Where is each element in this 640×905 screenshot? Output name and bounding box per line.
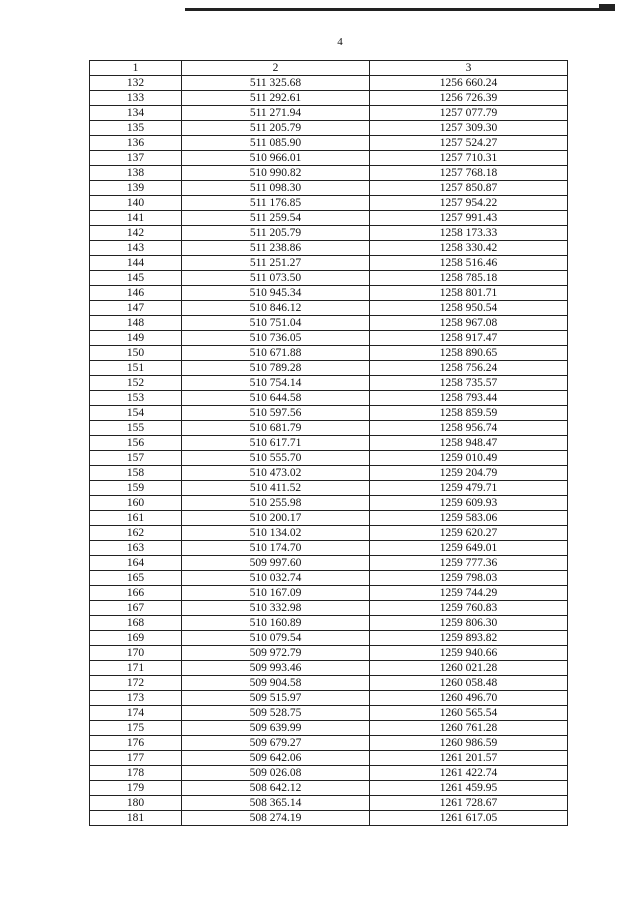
cell-x-coordinate: 510 332.98 bbox=[182, 601, 370, 616]
table-row bbox=[90, 226, 568, 241]
cell-point-number: 146 bbox=[90, 286, 182, 301]
table-row bbox=[90, 466, 568, 481]
table-row bbox=[90, 406, 568, 421]
cell-x-coordinate: 509 639.99 bbox=[182, 721, 370, 736]
cell-y-coordinate: 1260 761.28 bbox=[370, 721, 568, 736]
cell-point-number: 157 bbox=[90, 451, 182, 466]
table-row bbox=[90, 166, 568, 181]
cell-y-coordinate: 1257 710.31 bbox=[370, 151, 568, 166]
cell-y-coordinate: 1259 010.49 bbox=[370, 451, 568, 466]
cell-x-coordinate: 510 846.12 bbox=[182, 301, 370, 316]
table-row bbox=[90, 721, 568, 736]
cell-point-number: 180 bbox=[90, 796, 182, 811]
table-row bbox=[90, 451, 568, 466]
cell-y-coordinate: 1258 948.47 bbox=[370, 436, 568, 451]
table-header-row bbox=[90, 61, 568, 76]
cell-y-coordinate: 1256 660.24 bbox=[370, 76, 568, 91]
cell-y-coordinate: 1259 893.82 bbox=[370, 631, 568, 646]
cell-y-coordinate: 1258 967.08 bbox=[370, 316, 568, 331]
cell-x-coordinate: 511 259.54 bbox=[182, 211, 370, 226]
cell-y-coordinate: 1260 496.70 bbox=[370, 691, 568, 706]
table-row bbox=[90, 571, 568, 586]
cell-x-coordinate: 510 644.58 bbox=[182, 391, 370, 406]
table-row bbox=[90, 271, 568, 286]
cell-point-number: 152 bbox=[90, 376, 182, 391]
cell-x-coordinate: 508 365.14 bbox=[182, 796, 370, 811]
table-row bbox=[90, 526, 568, 541]
cell-point-number: 145 bbox=[90, 271, 182, 286]
table-row bbox=[90, 556, 568, 571]
cell-y-coordinate: 1259 806.30 bbox=[370, 616, 568, 631]
cell-x-coordinate: 511 325.68 bbox=[182, 76, 370, 91]
cell-y-coordinate: 1259 744.29 bbox=[370, 586, 568, 601]
table-row bbox=[90, 106, 568, 121]
cell-x-coordinate: 509 972.79 bbox=[182, 646, 370, 661]
cell-point-number: 158 bbox=[90, 466, 182, 481]
cell-x-coordinate: 509 993.46 bbox=[182, 661, 370, 676]
cell-x-coordinate: 510 134.02 bbox=[182, 526, 370, 541]
cell-y-coordinate: 1258 756.24 bbox=[370, 361, 568, 376]
cell-y-coordinate: 1261 728.67 bbox=[370, 796, 568, 811]
cell-x-coordinate: 511 073.50 bbox=[182, 271, 370, 286]
table-row bbox=[90, 331, 568, 346]
table-row bbox=[90, 511, 568, 526]
cell-point-number: 163 bbox=[90, 541, 182, 556]
cell-x-coordinate: 510 990.82 bbox=[182, 166, 370, 181]
table-row bbox=[90, 661, 568, 676]
cell-x-coordinate: 511 238.86 bbox=[182, 241, 370, 256]
cell-point-number: 135 bbox=[90, 121, 182, 136]
table-row bbox=[90, 76, 568, 91]
cell-point-number: 161 bbox=[90, 511, 182, 526]
table-row bbox=[90, 646, 568, 661]
cell-y-coordinate: 1257 309.30 bbox=[370, 121, 568, 136]
table-row bbox=[90, 601, 568, 616]
cell-point-number: 149 bbox=[90, 331, 182, 346]
cell-point-number: 176 bbox=[90, 736, 182, 751]
table-row bbox=[90, 676, 568, 691]
cell-point-number: 174 bbox=[90, 706, 182, 721]
cell-point-number: 166 bbox=[90, 586, 182, 601]
table-row bbox=[90, 136, 568, 151]
cell-x-coordinate: 510 555.70 bbox=[182, 451, 370, 466]
cell-y-coordinate: 1259 940.66 bbox=[370, 646, 568, 661]
cell-x-coordinate: 510 751.04 bbox=[182, 316, 370, 331]
cell-point-number: 132 bbox=[90, 76, 182, 91]
cell-x-coordinate: 511 205.79 bbox=[182, 226, 370, 241]
cell-x-coordinate: 510 411.52 bbox=[182, 481, 370, 496]
cell-point-number: 159 bbox=[90, 481, 182, 496]
cell-x-coordinate: 510 167.09 bbox=[182, 586, 370, 601]
cell-y-coordinate: 1258 950.54 bbox=[370, 301, 568, 316]
table-row bbox=[90, 781, 568, 796]
cell-y-coordinate: 1260 986.59 bbox=[370, 736, 568, 751]
column-header-point-number: 1 bbox=[90, 61, 182, 76]
cell-x-coordinate: 510 966.01 bbox=[182, 151, 370, 166]
cell-point-number: 150 bbox=[90, 346, 182, 361]
table-row bbox=[90, 121, 568, 136]
cell-x-coordinate: 509 642.06 bbox=[182, 751, 370, 766]
cell-point-number: 155 bbox=[90, 421, 182, 436]
cell-y-coordinate: 1259 649.01 bbox=[370, 541, 568, 556]
cell-y-coordinate: 1260 058.48 bbox=[370, 676, 568, 691]
table-row bbox=[90, 616, 568, 631]
cell-x-coordinate: 511 205.79 bbox=[182, 121, 370, 136]
table-body bbox=[90, 76, 568, 826]
cell-x-coordinate: 511 251.27 bbox=[182, 256, 370, 271]
header-rule bbox=[185, 8, 615, 11]
cell-point-number: 142 bbox=[90, 226, 182, 241]
cell-y-coordinate: 1258 330.42 bbox=[370, 241, 568, 256]
table-row bbox=[90, 706, 568, 721]
cell-point-number: 148 bbox=[90, 316, 182, 331]
table-row bbox=[90, 376, 568, 391]
cell-point-number: 177 bbox=[90, 751, 182, 766]
table-row bbox=[90, 91, 568, 106]
coordinates-table bbox=[89, 60, 568, 826]
table-row bbox=[90, 736, 568, 751]
table-row bbox=[90, 421, 568, 436]
cell-point-number: 162 bbox=[90, 526, 182, 541]
cell-point-number: 164 bbox=[90, 556, 182, 571]
cell-point-number: 175 bbox=[90, 721, 182, 736]
cell-point-number: 137 bbox=[90, 151, 182, 166]
cell-point-number: 179 bbox=[90, 781, 182, 796]
cell-y-coordinate: 1256 726.39 bbox=[370, 91, 568, 106]
cell-y-coordinate: 1261 459.95 bbox=[370, 781, 568, 796]
table-row bbox=[90, 256, 568, 271]
table-row bbox=[90, 481, 568, 496]
cell-x-coordinate: 511 085.90 bbox=[182, 136, 370, 151]
table-row bbox=[90, 361, 568, 376]
cell-y-coordinate: 1261 422.74 bbox=[370, 766, 568, 781]
cell-x-coordinate: 510 681.79 bbox=[182, 421, 370, 436]
cell-point-number: 171 bbox=[90, 661, 182, 676]
cell-x-coordinate: 509 026.08 bbox=[182, 766, 370, 781]
table-row bbox=[90, 181, 568, 196]
table-row bbox=[90, 541, 568, 556]
cell-x-coordinate: 510 736.05 bbox=[182, 331, 370, 346]
table-row bbox=[90, 286, 568, 301]
cell-y-coordinate: 1258 956.74 bbox=[370, 421, 568, 436]
cell-y-coordinate: 1258 516.46 bbox=[370, 256, 568, 271]
table-row bbox=[90, 631, 568, 646]
cell-point-number: 134 bbox=[90, 106, 182, 121]
cell-y-coordinate: 1257 077.79 bbox=[370, 106, 568, 121]
cell-point-number: 173 bbox=[90, 691, 182, 706]
cell-point-number: 144 bbox=[90, 256, 182, 271]
cell-y-coordinate: 1257 991.43 bbox=[370, 211, 568, 226]
cell-point-number: 178 bbox=[90, 766, 182, 781]
table-row bbox=[90, 796, 568, 811]
cell-point-number: 136 bbox=[90, 136, 182, 151]
cell-x-coordinate: 511 292.61 bbox=[182, 91, 370, 106]
table-row bbox=[90, 196, 568, 211]
cell-point-number: 168 bbox=[90, 616, 182, 631]
cell-x-coordinate: 510 754.14 bbox=[182, 376, 370, 391]
column-header-y-coordinate: 3 bbox=[370, 61, 568, 76]
cell-x-coordinate: 509 528.75 bbox=[182, 706, 370, 721]
cell-point-number: 153 bbox=[90, 391, 182, 406]
cell-y-coordinate: 1259 609.93 bbox=[370, 496, 568, 511]
table-row bbox=[90, 346, 568, 361]
cell-point-number: 160 bbox=[90, 496, 182, 511]
cell-y-coordinate: 1259 583.06 bbox=[370, 511, 568, 526]
column-header-x-coordinate: 2 bbox=[182, 61, 370, 76]
coordinates-table-container bbox=[89, 60, 567, 826]
cell-y-coordinate: 1259 777.36 bbox=[370, 556, 568, 571]
cell-point-number: 154 bbox=[90, 406, 182, 421]
cell-y-coordinate: 1261 617.05 bbox=[370, 811, 568, 826]
table-row bbox=[90, 391, 568, 406]
cell-x-coordinate: 509 679.27 bbox=[182, 736, 370, 751]
cell-y-coordinate: 1260 021.28 bbox=[370, 661, 568, 676]
cell-point-number: 169 bbox=[90, 631, 182, 646]
table-row bbox=[90, 496, 568, 511]
table-row bbox=[90, 766, 568, 781]
cell-x-coordinate: 509 515.97 bbox=[182, 691, 370, 706]
cell-point-number: 151 bbox=[90, 361, 182, 376]
cell-y-coordinate: 1260 565.54 bbox=[370, 706, 568, 721]
cell-y-coordinate: 1257 850.87 bbox=[370, 181, 568, 196]
table-row bbox=[90, 241, 568, 256]
cell-x-coordinate: 510 617.71 bbox=[182, 436, 370, 451]
cell-y-coordinate: 1257 768.18 bbox=[370, 166, 568, 181]
cell-point-number: 167 bbox=[90, 601, 182, 616]
cell-x-coordinate: 510 945.34 bbox=[182, 286, 370, 301]
cell-y-coordinate: 1258 735.57 bbox=[370, 376, 568, 391]
cell-y-coordinate: 1258 785.18 bbox=[370, 271, 568, 286]
page-number: 4 bbox=[337, 36, 343, 48]
cell-point-number: 156 bbox=[90, 436, 182, 451]
cell-x-coordinate: 510 671.88 bbox=[182, 346, 370, 361]
cell-y-coordinate: 1259 760.83 bbox=[370, 601, 568, 616]
cell-point-number: 138 bbox=[90, 166, 182, 181]
cell-x-coordinate: 511 176.85 bbox=[182, 196, 370, 211]
table-row bbox=[90, 436, 568, 451]
cell-y-coordinate: 1259 204.79 bbox=[370, 466, 568, 481]
cell-y-coordinate: 1258 173.33 bbox=[370, 226, 568, 241]
cell-x-coordinate: 510 200.17 bbox=[182, 511, 370, 526]
cell-x-coordinate: 510 789.28 bbox=[182, 361, 370, 376]
cell-x-coordinate: 510 160.89 bbox=[182, 616, 370, 631]
table-row bbox=[90, 316, 568, 331]
cell-y-coordinate: 1258 793.44 bbox=[370, 391, 568, 406]
header-rule-end bbox=[599, 4, 615, 10]
cell-y-coordinate: 1257 524.27 bbox=[370, 136, 568, 151]
table-row bbox=[90, 301, 568, 316]
cell-y-coordinate: 1261 201.57 bbox=[370, 751, 568, 766]
cell-y-coordinate: 1258 917.47 bbox=[370, 331, 568, 346]
cell-point-number: 172 bbox=[90, 676, 182, 691]
cell-x-coordinate: 509 904.58 bbox=[182, 676, 370, 691]
cell-y-coordinate: 1259 798.03 bbox=[370, 571, 568, 586]
cell-point-number: 165 bbox=[90, 571, 182, 586]
cell-x-coordinate: 511 098.30 bbox=[182, 181, 370, 196]
cell-point-number: 181 bbox=[90, 811, 182, 826]
table-row bbox=[90, 586, 568, 601]
cell-x-coordinate: 508 642.12 bbox=[182, 781, 370, 796]
cell-point-number: 140 bbox=[90, 196, 182, 211]
cell-y-coordinate: 1258 801.71 bbox=[370, 286, 568, 301]
cell-point-number: 143 bbox=[90, 241, 182, 256]
cell-y-coordinate: 1259 479.71 bbox=[370, 481, 568, 496]
cell-x-coordinate: 510 174.70 bbox=[182, 541, 370, 556]
cell-x-coordinate: 510 032.74 bbox=[182, 571, 370, 586]
table-row bbox=[90, 811, 568, 826]
cell-x-coordinate: 511 271.94 bbox=[182, 106, 370, 121]
cell-y-coordinate: 1259 620.27 bbox=[370, 526, 568, 541]
cell-y-coordinate: 1258 890.65 bbox=[370, 346, 568, 361]
cell-point-number: 147 bbox=[90, 301, 182, 316]
cell-point-number: 141 bbox=[90, 211, 182, 226]
table-row bbox=[90, 691, 568, 706]
cell-y-coordinate: 1258 859.59 bbox=[370, 406, 568, 421]
cell-x-coordinate: 509 997.60 bbox=[182, 556, 370, 571]
cell-y-coordinate: 1257 954.22 bbox=[370, 196, 568, 211]
cell-x-coordinate: 508 274.19 bbox=[182, 811, 370, 826]
table-row bbox=[90, 211, 568, 226]
cell-point-number: 133 bbox=[90, 91, 182, 106]
cell-x-coordinate: 510 079.54 bbox=[182, 631, 370, 646]
cell-x-coordinate: 510 473.02 bbox=[182, 466, 370, 481]
cell-x-coordinate: 510 597.56 bbox=[182, 406, 370, 421]
cell-x-coordinate: 510 255.98 bbox=[182, 496, 370, 511]
cell-point-number: 139 bbox=[90, 181, 182, 196]
table-row bbox=[90, 151, 568, 166]
table-row bbox=[90, 751, 568, 766]
cell-point-number: 170 bbox=[90, 646, 182, 661]
